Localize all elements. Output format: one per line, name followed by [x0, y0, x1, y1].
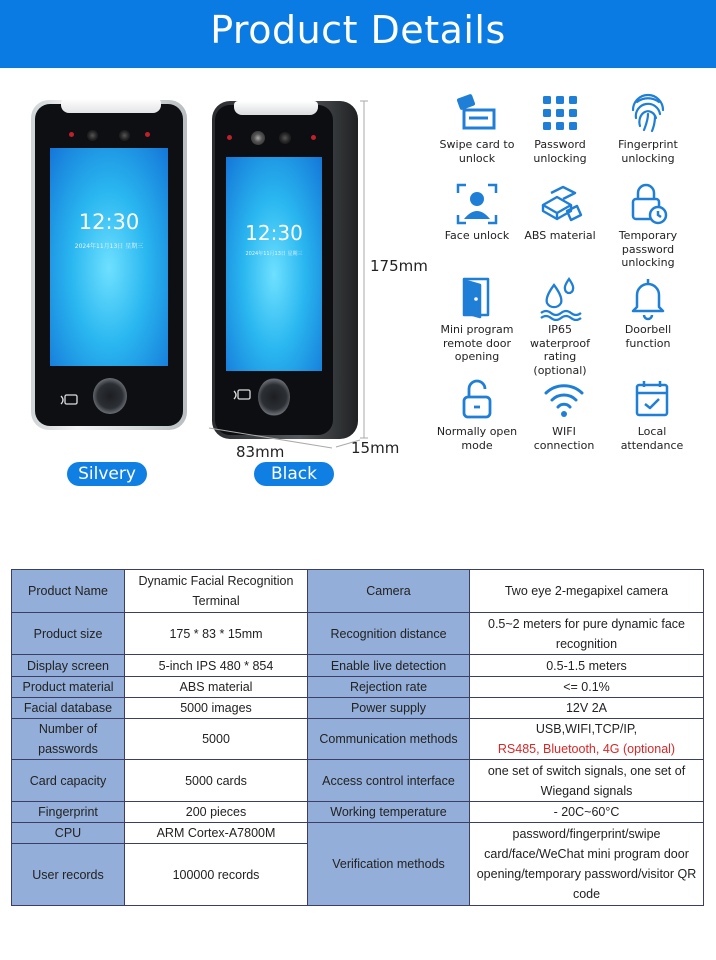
mini-program-door-icon: [454, 275, 500, 321]
spec-key: Access control interface: [308, 760, 470, 802]
fingerprint-icon: [625, 90, 671, 136]
spec-key: Rejection rate: [308, 677, 470, 698]
spec-key: Recognition distance: [308, 613, 470, 655]
table-row: [12, 823, 704, 844]
feature-swipe-card: [434, 90, 520, 165]
feature-label: IP65 waterproof rating (optional): [530, 323, 590, 377]
feature-label: Swipe card to unlock: [439, 138, 515, 165]
table-row: [12, 570, 704, 613]
spec-value: 5000 cards: [125, 760, 308, 802]
spec-key: Product size: [12, 613, 125, 655]
screen-date: 2024年11月13日 星期三: [245, 251, 303, 257]
spec-key: Working temperature: [308, 802, 470, 823]
feature-normally-open: [434, 377, 520, 452]
spec-key: Number of passwords: [12, 719, 125, 760]
feature-label: Mini program remote door opening: [440, 323, 514, 363]
spec-value: <= 0.1%: [470, 677, 704, 698]
spec-key: Product Name: [12, 570, 125, 613]
password-keypad-icon: [537, 90, 583, 136]
table-row: [12, 760, 704, 802]
spec-value: 5000 images: [125, 698, 308, 719]
spec-value: 200 pieces: [125, 802, 308, 823]
screen-clock: 12:30: [245, 221, 303, 245]
waterproof-icon: [537, 275, 583, 321]
temporary-password-icon: [625, 181, 671, 227]
feature-fingerprint: [605, 90, 691, 165]
spec-value: 0.5-1.5 meters: [470, 655, 704, 677]
spec-value: one set of switch signals, one set of Wiegand signals: [470, 760, 704, 802]
spec-key: Power supply: [308, 698, 470, 719]
feature-label: WIFI connection: [533, 425, 595, 452]
spec-key: Verification methods: [308, 823, 470, 906]
feature-label: Temporary password unlocking: [618, 229, 678, 269]
spec-value-communication: [470, 719, 704, 760]
spec-key: Card capacity: [12, 760, 125, 802]
feature-password: [517, 90, 603, 165]
spec-key: Enable live detection: [308, 655, 470, 677]
feature-temporary-password: [605, 181, 691, 270]
spec-value: ARM Cortex-A7800M: [125, 823, 308, 844]
spec-value: Two eye 2-megapixel camera: [470, 570, 704, 613]
page-title: Product Details: [210, 8, 506, 52]
feature-label: Doorbell function: [624, 323, 672, 350]
spec-value: - 20C~60°C: [470, 802, 704, 823]
width-dimension: 83mm: [236, 443, 285, 461]
table-row: [12, 613, 704, 655]
screen-date: 2024年11月13日 星期三: [74, 243, 144, 250]
spec-value: ABS material: [125, 677, 308, 698]
spec-value: Dynamic Facial Recognition Terminal: [125, 570, 308, 613]
spec-key: User records: [12, 844, 125, 906]
feature-label: Local attendance: [620, 425, 684, 452]
feature-abs-material: [517, 181, 603, 243]
black-label: Black: [254, 462, 334, 486]
spec-key: Product material: [12, 677, 125, 698]
table-row: [12, 655, 704, 677]
height-dimension: 175mm: [370, 257, 428, 275]
feature-label: Face unlock: [444, 229, 510, 242]
spec-value-line-optional: RS485, Bluetooth, 4G (optional): [497, 742, 676, 756]
doorbell-icon: [625, 275, 671, 321]
silvery-label: Silvery: [67, 462, 147, 486]
spec-value: 100000 records: [125, 844, 308, 906]
spec-value: password/fingerprint/swipe card/face/WeChat mini program door opening/temporary password/visitor QR code: [470, 823, 704, 906]
face-unlock-icon: [454, 181, 500, 227]
depth-dimension: 15mm: [351, 439, 400, 457]
feature-mini-program: [434, 275, 520, 364]
spec-table: [11, 569, 704, 906]
feature-face-unlock: [434, 181, 520, 243]
table-row: [12, 698, 704, 719]
feature-attendance: [609, 377, 695, 452]
spec-value: 12V 2A: [470, 698, 704, 719]
feature-label: Password unlocking: [533, 138, 587, 165]
feature-doorbell: [605, 275, 691, 350]
spec-key: Facial database: [12, 698, 125, 719]
spec-key: Camera: [308, 570, 470, 613]
spec-key: CPU: [12, 823, 125, 844]
swipe-card-icon: [454, 90, 500, 136]
spec-key: Communication methods: [308, 719, 470, 760]
table-row: [12, 677, 704, 698]
feature-wifi: [521, 377, 607, 452]
table-row: [12, 802, 704, 823]
feature-label: ABS material: [524, 229, 596, 242]
spec-key: Fingerprint: [12, 802, 125, 823]
wifi-icon: [541, 377, 587, 423]
calendar-check-icon: [629, 377, 675, 423]
feature-label: Fingerprint unlocking: [618, 138, 678, 165]
spec-value-line: USB,WIFI,TCP/IP,: [535, 722, 638, 736]
spec-key: Display screen: [12, 655, 125, 677]
spec-value: 175 * 83 * 15mm: [125, 613, 308, 655]
open-lock-icon: [454, 377, 500, 423]
abs-material-icon: [537, 181, 583, 227]
spec-value: 0.5~2 meters for pure dynamic face recognition: [470, 613, 704, 655]
spec-value: 5000: [125, 719, 308, 760]
table-row: [12, 719, 704, 760]
screen-clock: 12:30: [78, 210, 140, 234]
feature-waterproof: [517, 275, 603, 377]
feature-label: Normally open mode: [436, 425, 518, 452]
spec-value: 5-inch IPS 480 * 854: [125, 655, 308, 677]
